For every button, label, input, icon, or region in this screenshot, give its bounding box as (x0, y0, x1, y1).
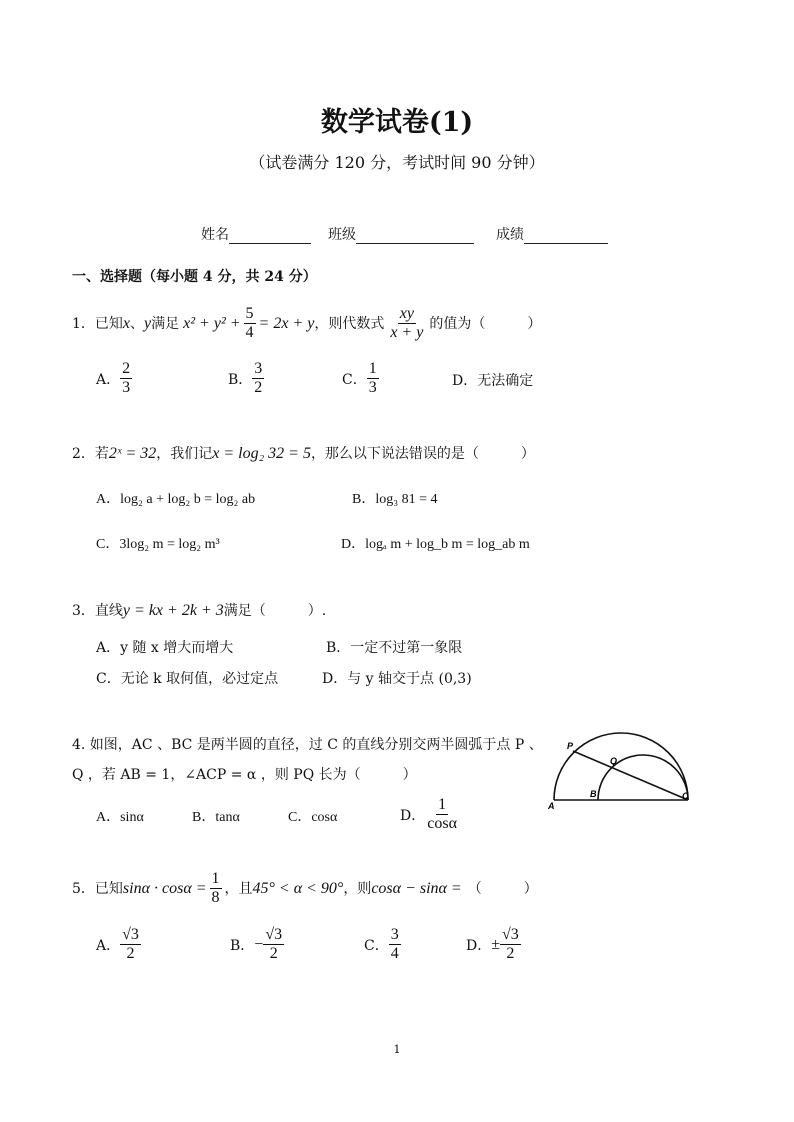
q4-option-d[interactable] (400, 796, 459, 833)
q5-c-label: C． (364, 937, 389, 954)
q5-tail: （ ） (467, 880, 538, 897)
q2-option-b[interactable]: B．log₃ 81 = 4 (352, 492, 438, 507)
q1-b-frac (252, 360, 264, 397)
q1-c-den: 3 (368, 379, 377, 396)
q5-d-den: 2 (506, 945, 515, 962)
page-title: 数学试卷(1) (320, 107, 474, 138)
label-p: P (567, 741, 574, 751)
q5-option-c[interactable] (364, 926, 401, 963)
score-field[interactable] (496, 224, 608, 244)
q1-c-label: C． (342, 371, 367, 388)
q5-a-frac (120, 926, 141, 963)
q1-b-label: B． (228, 371, 253, 388)
question-1 (72, 305, 541, 342)
q1-frac-num: 5 (245, 305, 254, 322)
q3-text-b: 满足（ ）. (223, 603, 327, 619)
q5-d-sign: ± (491, 935, 501, 953)
q1-fraction (244, 305, 256, 342)
q5-d-frac (500, 926, 521, 963)
q5-lead: 5．已知 (72, 880, 123, 897)
q2-math-b: x = log₂ 32 = 5 (212, 445, 311, 462)
class-field[interactable] (328, 224, 474, 244)
label-q: Q (610, 756, 618, 766)
name-field[interactable] (201, 224, 311, 244)
q1-frac-den: 4 (245, 324, 254, 341)
label-c: C (682, 791, 689, 801)
question-4-line-2: Q ，若 AB = 1，∠ACP = α ，则 PQ 长为（ ） (72, 767, 417, 783)
q1-lhs: x² + y² + (183, 314, 241, 332)
q2-text-a: 2．若 (72, 446, 109, 462)
q5-b-den: 2 (269, 945, 278, 962)
q4-d-den: cosα (427, 815, 457, 832)
section-heading: 一、选择题（每小题 4 分，共 24 分） (72, 269, 317, 285)
q1-option-d[interactable] (452, 370, 533, 390)
q1-a-num: 2 (122, 360, 131, 377)
q1-b-num: 3 (254, 360, 263, 377)
q1-a-den: 3 (122, 379, 131, 396)
q5-math-b: 45° < α < 90° (252, 879, 344, 897)
q5-frac-den: 8 (211, 889, 220, 906)
q3-option-d[interactable]: D．与 y 轴交于点 (0,3) (322, 671, 472, 687)
q5-d-num: √3 (502, 926, 519, 943)
score-label: 成绩 (496, 227, 524, 243)
q3-text-a: 3．直线 (72, 603, 123, 619)
q2-text-b: ，我们记 (156, 446, 213, 462)
q2-option-a[interactable]: A．log₂ a + log₂ b = log₂ ab (96, 492, 256, 507)
q1-mid: ，则代数式 (314, 315, 385, 332)
q5-option-d[interactable] (466, 926, 521, 963)
q1-c-num: 1 (368, 360, 377, 377)
q5-option-b[interactable] (230, 926, 284, 963)
q3-option-c[interactable]: C．无论 k 取何值，必过定点 (96, 671, 279, 687)
q5-a-label: A． (96, 937, 121, 954)
q5-a-num: √3 (122, 926, 139, 943)
q1-option-b[interactable] (228, 360, 264, 397)
q5-math-c: cosα − sinα = (371, 879, 462, 897)
q4-option-b[interactable]: B．tanα (192, 810, 240, 825)
q1-var-y: y (144, 314, 152, 332)
q2-option-d[interactable]: D．logₐ m + log_b m = log_ab m (341, 537, 530, 552)
large-semicircle (554, 733, 688, 800)
q2-math-a: 2ˣ = 32 (108, 445, 157, 462)
q3-option-b[interactable]: B．一定不过第一象限 (326, 640, 463, 656)
q4-option-a[interactable]: A．sinα (96, 810, 144, 825)
q1-a-frac (120, 360, 132, 397)
q5-d-label: D． (466, 937, 492, 954)
q5-frac-num: 1 (211, 870, 220, 887)
q5-b-num: √3 (265, 926, 283, 943)
q1-rhs: = 2x + y (258, 314, 315, 332)
q1-lead: 1．已知 (72, 315, 123, 332)
q1-d-label: D． (452, 373, 478, 389)
q1-expr-num: xy (399, 305, 414, 322)
q4-d-label: D． (400, 807, 426, 824)
q4-option-c[interactable]: C．cosα (288, 810, 338, 825)
q1-d-text: 无法确定 (477, 373, 534, 389)
question-3 (72, 602, 326, 620)
question-4-line-1: 4. 如图，AC 、BC 是两半圆的直径，过 C 的直线分别交两半圆弧于点 P 、 (72, 737, 543, 753)
q2-option-c[interactable]: C．3log₂ m = log₂ m³ (96, 537, 220, 552)
q1-expr-den: x + y (390, 324, 424, 341)
label-a: A (548, 801, 555, 811)
exam-subtitle: （试卷满分 120 分，考试时间 90 分钟） (249, 153, 545, 172)
q1-var-x: x (122, 314, 131, 332)
q4-d-num: 1 (438, 796, 447, 813)
q1-option-a[interactable] (96, 360, 132, 397)
q1-satisfy: 满足 (151, 315, 180, 332)
name-blank[interactable] (229, 229, 311, 244)
q5-c-den: 4 (390, 945, 399, 962)
q5-text-c: ，则 (343, 880, 372, 897)
page-number: 1 (393, 1043, 401, 1056)
question-2 (72, 445, 535, 463)
q1-expression (388, 305, 425, 342)
q5-text-b: ，且 (224, 880, 253, 897)
q1-option-c[interactable] (342, 360, 379, 397)
score-blank[interactable] (524, 229, 608, 244)
q2-text-c: ，那么以下说法错误的是（ ） (310, 446, 535, 462)
label-b: B (590, 789, 597, 799)
q5-b-frac (263, 926, 284, 963)
q5-math-a: sinα · cosα = (122, 879, 207, 897)
semicircle-figure (540, 732, 700, 812)
class-blank[interactable] (356, 229, 474, 244)
name-label: 姓名 (201, 227, 229, 243)
q1-sep: 、 (130, 315, 145, 332)
q1-a-label: A． (96, 371, 121, 388)
q5-b-sign: − (254, 935, 264, 953)
question-5 (72, 870, 538, 907)
q5-c-frac (389, 926, 401, 963)
q5-a-den: 2 (126, 945, 135, 962)
q5-c-num: 3 (390, 926, 399, 943)
q5-option-a[interactable] (96, 926, 141, 963)
q1-tail: 的值为（ ） (429, 315, 542, 332)
q5-b-label: B． (230, 937, 255, 954)
q3-math: y = kx + 2k + 3 (122, 602, 224, 619)
q1-b-den: 2 (254, 379, 263, 396)
q4-d-frac (425, 796, 459, 833)
class-label: 班级 (328, 227, 356, 243)
q3-option-a[interactable]: A．y 随 x 增大而增大 (96, 640, 234, 656)
q5-frac (210, 870, 222, 907)
q1-c-frac (367, 360, 379, 397)
